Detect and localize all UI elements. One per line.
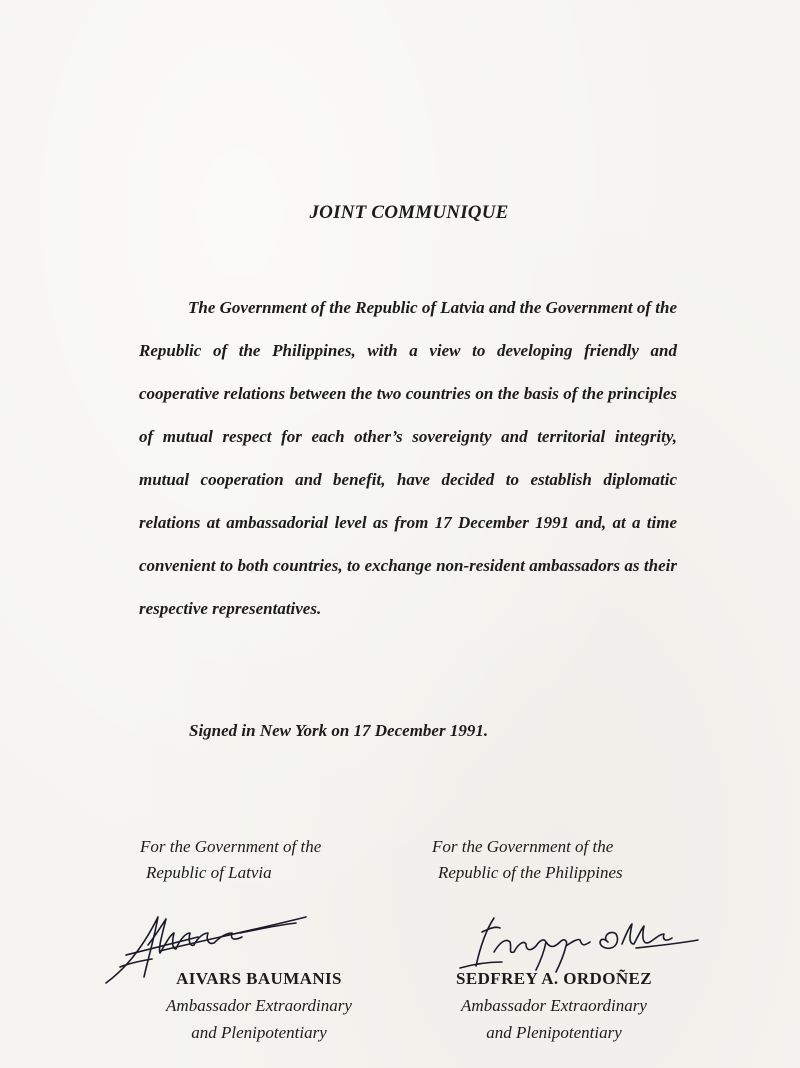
signatory-philippines-title-line2: and Plenipotentiary — [486, 1023, 622, 1042]
signatory-philippines — [432, 965, 676, 1046]
signatory-latvia-title-line1: Ambassador Extraordinary — [166, 996, 352, 1015]
signatory-philippines-name: SEDFREY A. ORDOÑEZ — [456, 969, 652, 988]
signatory-philippines-title-line1: Ambassador Extraordinary — [461, 996, 647, 1015]
party-latvia-line1: For the Government of the — [140, 837, 322, 856]
signatory-latvia-name: AIVARS BAUMANIS — [176, 969, 342, 988]
signing-statement: Signed in New York on 17 December 1991. — [189, 721, 489, 740]
signatory-latvia — [138, 965, 380, 1046]
signatory-latvia-title-line2: and Plenipotentiary — [191, 1023, 327, 1042]
party-latvia-line2: Republic of Latvia — [146, 863, 272, 882]
communique-body: The Government of the Republic of Latvia and the Government of the Republic of the Philippines, with a view to developing friendly and cooperative relations between the two countries on the basis of the principles of mutual respect for each other’s sovereignty and territorial integrity, mutual cooperation and benefit, have decided to establish diplomatic relations at ambassadorial level as from 17 December 1991 and, at a time convenient to both countries, to exchange non-resident ambassadors as their respective representatives. — [139, 298, 677, 618]
party-latvia-heading — [140, 834, 321, 886]
document-title: JOINT COMMUNIQUE — [309, 202, 509, 223]
party-philippines-line2: Republic of the Philippines — [438, 863, 623, 882]
party-philippines-heading — [432, 834, 623, 886]
party-philippines-line1: For the Government of the — [432, 837, 614, 856]
